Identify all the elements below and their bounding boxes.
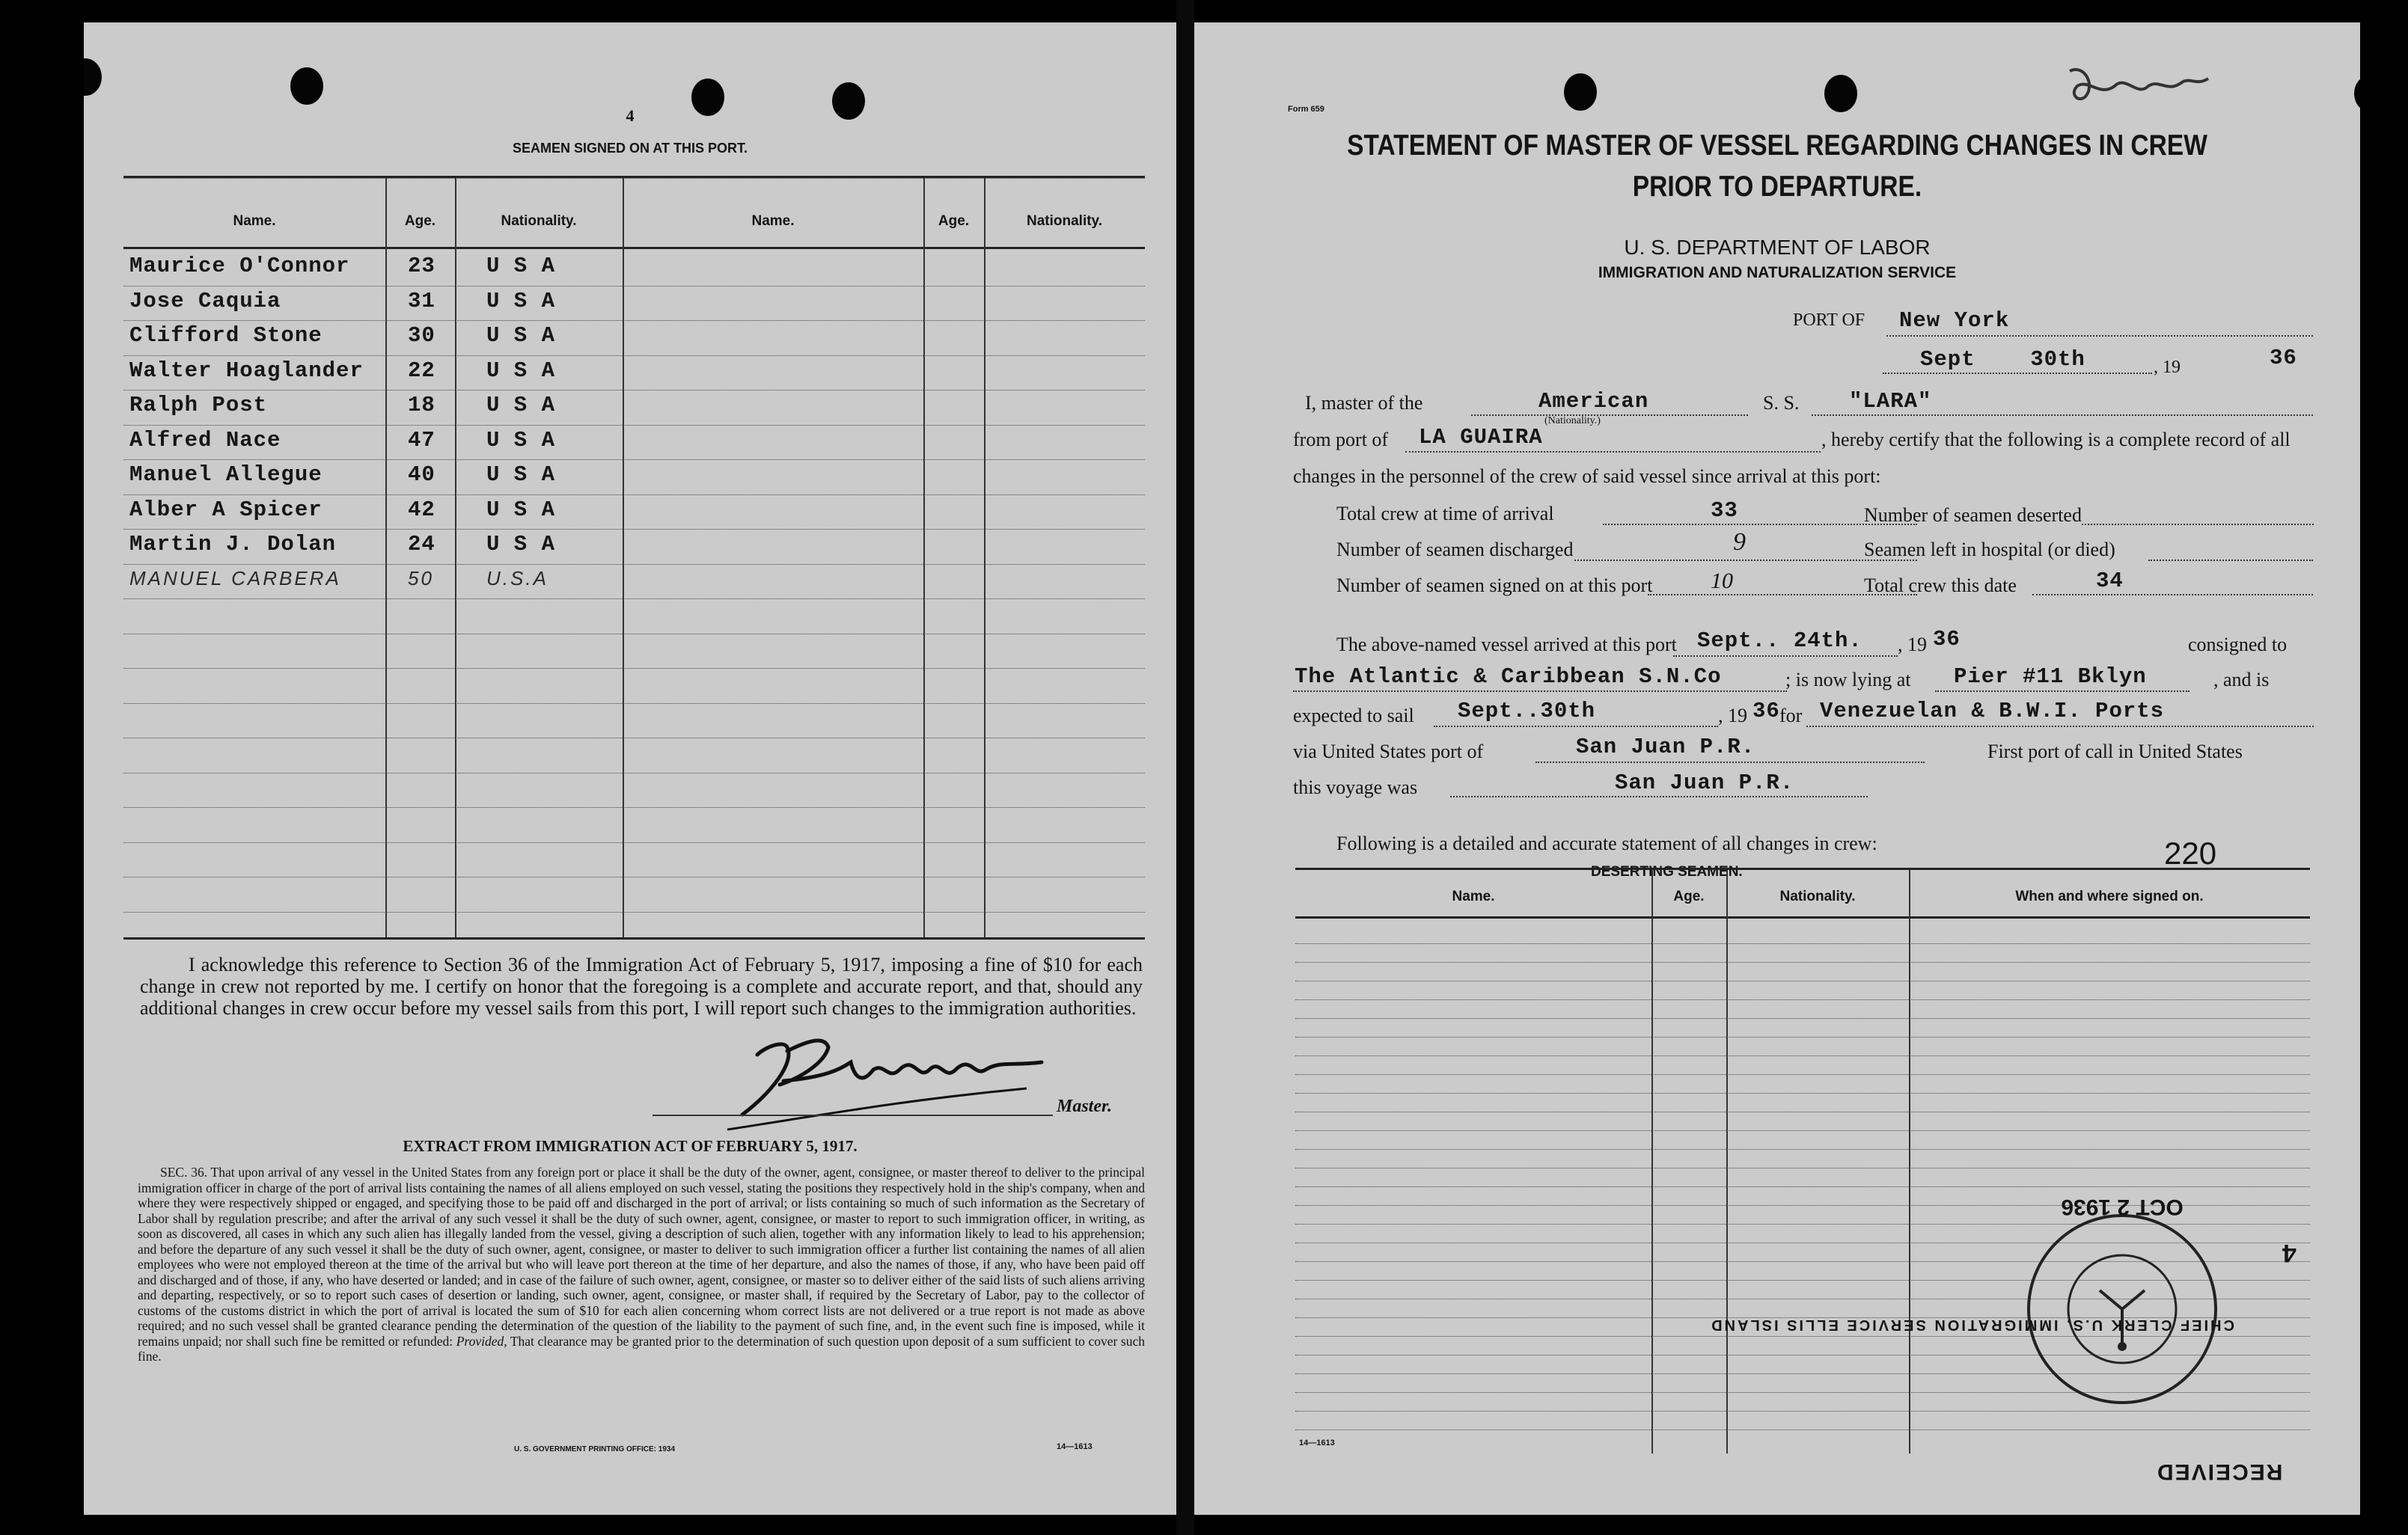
arrived-label: The above-named vessel arrived at this port — [1336, 634, 1677, 655]
signed-on-value: 10 — [1711, 569, 1733, 593]
page-number: 4 — [626, 106, 635, 125]
crew-nationality-cell: U S A — [486, 497, 556, 522]
total-crew-arrival-value: 33 — [1711, 498, 1738, 523]
crew-age-cell: 42 — [408, 497, 436, 522]
department: U. S. DEPARTMENT OF LABOR — [1624, 236, 1931, 259]
signed-on-label: Number of seamen signed on at this port — [1336, 575, 1653, 596]
seamen-signed-on-table — [123, 176, 1145, 940]
printing-office: U. S. GOVERNMENT PRINTING OFFICE: 1934 — [514, 1445, 676, 1453]
crew-name-cell: Martin J. Dolan — [129, 532, 337, 557]
consigned-to-label: consigned to — [2188, 634, 2288, 655]
ellis-island-stamp — [1709, 1174, 2234, 1421]
crew-nationality-cell: U S A — [486, 532, 556, 557]
crew-age-cell: 50 — [408, 566, 434, 589]
crew-name-cell: Manuel Allegue — [129, 462, 323, 487]
stamp-date: OCT 2 1936 — [2061, 1195, 2184, 1219]
discharged-value: 9 — [1733, 528, 1746, 556]
lying-at-label: ; is now lying at — [1785, 669, 1911, 690]
certify-text: , hereby certify that the following is a complete record of all — [1821, 429, 2291, 450]
ship-name: "LARA" — [1849, 389, 1932, 414]
crew-name-cell: Maurice O'Connor — [129, 254, 350, 278]
total-crew-date-value: 34 — [2096, 569, 2124, 593]
column-header-nationality-2: Nationality. — [1027, 213, 1102, 229]
master-label: Master. — [1057, 1097, 1113, 1116]
deserted-label: Number of seamen deserted — [1864, 504, 2082, 526]
stamp-number: 4 — [2282, 1239, 2297, 1267]
column-header-name-2: Name. — [751, 213, 795, 229]
deserting-title: DESERTING SEAMEN. — [1591, 864, 1743, 880]
arrived-year-suffix: 36 — [1933, 627, 1961, 652]
hospital-label: Seamen left in hospital (or died) — [1864, 539, 2115, 560]
and-is-text: , and is — [2213, 669, 2270, 690]
crew-nationality-cell: U S A — [486, 254, 556, 278]
form-code: 14—1613 — [1057, 1442, 1093, 1451]
voyage-label: this voyage was — [1293, 776, 1418, 798]
extract-proviso-rest: That clearance may be granted prior to the determination of such question upon deposit of a sum sufficient to cover such fine. — [138, 1333, 1146, 1364]
port-value: New York — [1899, 308, 2010, 333]
crew-nationality-cell: U.S.A — [486, 566, 548, 589]
desert-col-signed-on: When and where signed on. — [2015, 889, 2204, 904]
right-page — [1194, 22, 2360, 1515]
extract-text — [138, 1165, 1145, 1364]
total-crew-arrival-label: Total crew at time of arrival — [1336, 503, 1554, 524]
destination: Venezuelan & B.W.I. Ports — [1820, 699, 2165, 723]
master-of-label: I, master of the — [1305, 392, 1423, 414]
crew-age-cell: 30 — [408, 323, 436, 348]
from-port-value: LA GUAIRA — [1419, 425, 1543, 450]
year-suffix: 36 — [2270, 346, 2297, 370]
first-port-label: First port of call in United States — [1987, 741, 2243, 762]
voyage-value: San Juan P.R. — [1615, 770, 1794, 795]
crew-nationality-cell: U S A — [486, 427, 556, 453]
crew-name-cell: Alber A Spicer — [129, 497, 323, 522]
crew-name-cell: Ralph Post — [129, 393, 268, 417]
ss-label: S. S. — [1763, 392, 1800, 414]
nationality-value: American — [1538, 389, 1649, 414]
acknowledgement-text: I acknowledge this reference to Section 36 of the Immigration Act of February 5, 1917, imposing a fine of $10 for each change in crew not reported by me. I certify on honor that the foregoing is a complete and accurate report, and that, should any additional changes in crew occur before my vessel sails from this port, I will report such changes to the immigration authorities. — [140, 954, 1143, 1019]
crew-name-cell: MANUEL CARBERA — [129, 566, 341, 589]
extract-body: SEC. 36. That upon arrival of any vessel in the United States from any foreign port or place it shall be the duty of the owner, agent, consignee, or master thereof to deliver to the principal immigration officer in charge of the port of arrival lists containing the names of all aliens employed on such vessel, stating the positions they respectively hold in the ship's company, when and where they were respectively shipped or engaged, and specifying those to be paid off and discharged in the port of arrival; or lists containing so much of such information as the Secretary of Labor shall by regulation prescribe; and after the arrival of any such vessel it shall be the duty of such owner, agent, consignee, or master to report to such immigration officer, in writing, as soon as discovered, all cases in which any such alien has illegally landed from the vessel, giving a description of such alien, together with any information likely to lead to his apprehension; and before the departure of any such vessel it shall be the duty of such owner, agent, consignee, or master to deliver to such immigration officer a further list containing the names of all alien employees who were not employed thereon at the time of the arrival but who will leave port thereon at the time of her departure, and also the names of those, if any, who have been paid off and discharged and of those, if any, who have deserted or landed; and in case of the failure of such owner, agent, consignee, or master so to deliver either of the said lists of such aliens arriving and departing, respectively, or so to report such cases of desertion or landing, such owner, agent, consignee, or master shall, if required by the Secretary of Labor, pay to the collector of customs of the customs district in which the port of arrival is located the sum of $10 for each alien concerning whom correct lists are not delivered or a true report is not made as above required; and no such vessel shall be granted clearance pending the determination of the question of the liability to the payment of such fine, and, in the event such fine is imposed, while it remains unpaid; nor shall such fine be remitted or refunded: — [138, 1165, 1145, 1349]
crew-name-cell: Walter Hoaglander — [129, 358, 364, 383]
extract-title: EXTRACT FROM IMMIGRATION ACT OF FEBRUARY 5, 1917. — [403, 1137, 858, 1155]
crew-nationality-cell: U S A — [486, 288, 556, 313]
service: IMMIGRATION AND NATURALIZATION SERVICE — [1598, 264, 1957, 281]
punch-hole — [2354, 75, 2360, 112]
following-text: Following is a detailed and accurate statement of all changes in crew: — [1336, 833, 1877, 854]
crew-nationality-cell: U S A — [486, 462, 556, 487]
changes-text: changes in the personnel of the crew of said vessel since arrival at this port: — [1293, 465, 1881, 487]
desert-col-age: Age. — [1673, 889, 1705, 904]
crew-nationality-cell: U S A — [486, 323, 556, 348]
for-label: for — [1779, 705, 1803, 726]
left-page — [84, 22, 1176, 1515]
master-signature — [712, 1010, 1064, 1145]
expected-value: Sept..30th — [1458, 699, 1596, 723]
punch-hole — [84, 58, 102, 96]
nationality-caption: (Nationality.) — [1544, 415, 1601, 426]
expected-year-suffix: 36 — [1752, 699, 1780, 723]
column-header-age-2: Age. — [938, 213, 970, 229]
expected-year-prefix: , 19 — [1718, 705, 1747, 726]
crew-name-cell: Clifford Stone — [129, 323, 323, 348]
crew-age-cell: 23 — [408, 254, 436, 278]
column-header-age: Age. — [404, 213, 436, 229]
form-code-right: 14—1613 — [1299, 1439, 1335, 1447]
desert-col-name: Name. — [1452, 889, 1495, 904]
punch-hole — [290, 67, 323, 105]
received-stamp: RECEIVED — [2156, 1459, 2283, 1484]
handwritten-number: 220 — [2164, 836, 2217, 871]
arrived-year-prefix: , 19 — [1898, 634, 1927, 655]
crew-age-cell: 22 — [408, 358, 436, 383]
crew-age-cell: 40 — [408, 462, 436, 487]
port-label: PORT OF — [1793, 310, 1865, 330]
page-fold — [1176, 0, 1194, 1535]
from-port-label: from port of — [1293, 429, 1389, 450]
arrived-value: Sept.. 24th. — [1697, 628, 1862, 653]
column-header-nationality: Nationality. — [501, 213, 577, 229]
total-crew-date-label: Total crew this date — [1864, 575, 2017, 596]
year-prefix: , 19 — [2154, 358, 2181, 377]
consignee: The Atlantic & Caribbean S.N.Co — [1295, 664, 1722, 689]
lying-at-value: Pier #11 Bklyn — [1954, 664, 2147, 689]
crew-nationality-cell: U S A — [486, 393, 556, 417]
crew-age-cell: 31 — [408, 288, 436, 313]
via-value: San Juan P.R. — [1576, 735, 1755, 759]
crew-name-cell: Alfred Nace — [129, 427, 281, 453]
date-value: Sept 30th — [1920, 347, 2085, 372]
expected-label: expected to sail — [1293, 705, 1414, 726]
discharged-label: Number of seamen discharged — [1336, 539, 1574, 560]
punch-hole — [1564, 73, 1597, 111]
column-header-name: Name. — [233, 213, 276, 229]
form-title-line1: STATEMENT OF MASTER OF VESSEL REGARDING CHANGES IN CREW — [1347, 129, 2207, 162]
crew-nationality-cell: U S A — [486, 358, 556, 383]
crew-age-cell: 18 — [408, 393, 436, 417]
form-title-line2: PRIOR TO DEPARTURE. — [1632, 171, 1922, 203]
form-number: Form 659 — [1288, 105, 1324, 114]
punch-hole — [1824, 75, 1857, 112]
desert-col-nationality: Nationality. — [1779, 889, 1856, 904]
via-label: via United States port of — [1293, 741, 1484, 762]
crew-age-cell: 24 — [408, 532, 436, 557]
extract-proviso: Provided, — [456, 1333, 507, 1349]
stamp-ring-text: CHIEF CLERK U.S. IMMIGRATION SERVICE ELLIS ISLAND — [1709, 1317, 2234, 1333]
crew-name-cell: Jose Caquia — [129, 288, 281, 313]
section-title: SEAMEN SIGNED ON AT THIS PORT. — [512, 141, 748, 156]
handwritten-initials — [2055, 56, 2219, 116]
crew-age-cell: 47 — [408, 427, 436, 453]
